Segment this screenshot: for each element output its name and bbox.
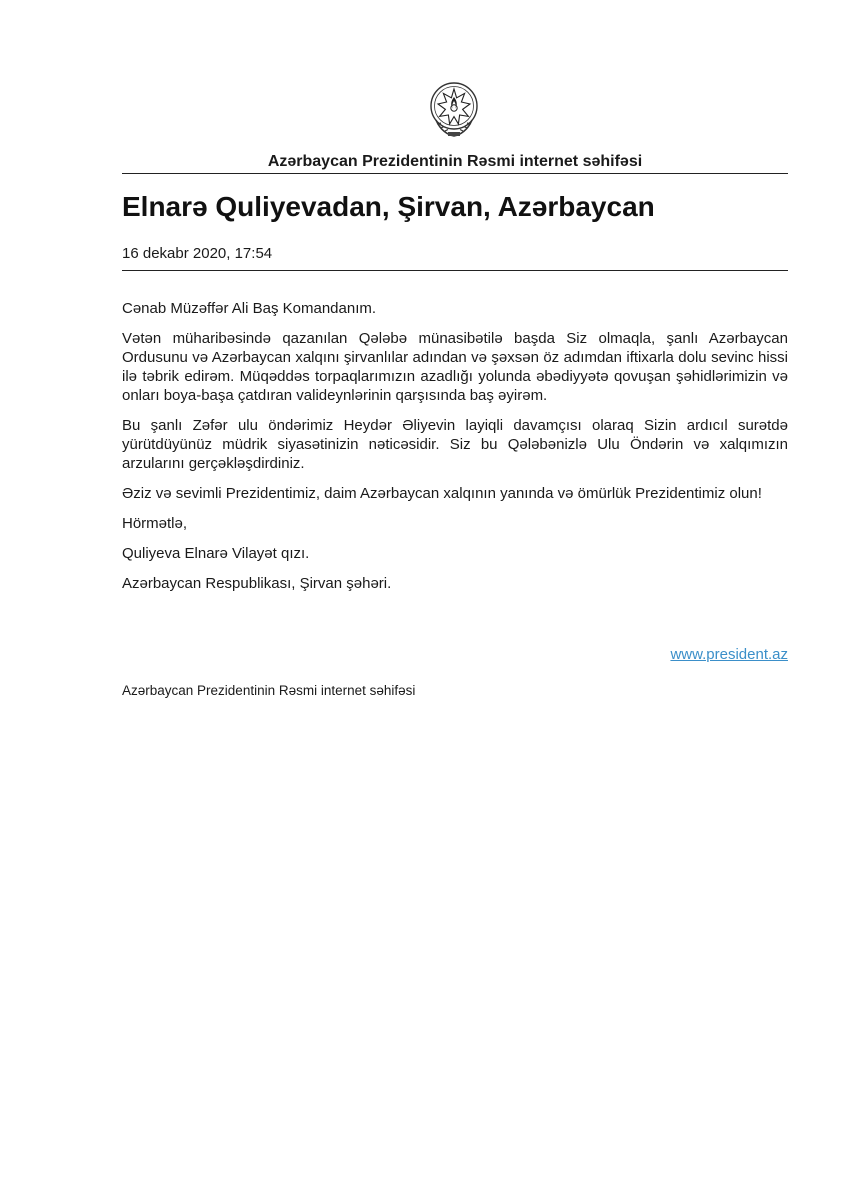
signature-location: Azərbaycan Respublikası, Şirvan şəhəri. (122, 575, 392, 592)
article-title: Elnarə Quliyevadan, Şirvan, Azərbaycan (122, 191, 655, 222)
article-date: 16 dekabr 2020, 17:54 (122, 245, 273, 262)
azerbaijan-state-emblem-icon (428, 80, 480, 140)
body-paragraph: Bu şanlı Zəfər ulu öndərimiz Heydər Əliyevin layiqli davamçısı olaraq Sizin ardıcıl surətdə yürütdüyünüz müdrik siyasətinizin nəticəsidir. Siz bu Qələbənizlə Ulu Öndərin və xalqımızın arzularını gerçəkləşdirdiniz. (122, 417, 788, 472)
footer-text: Azərbaycan Prezidentinin Rəsmi internet səhifəsi (122, 683, 416, 698)
body-paragraph: Əziz və sevimli Prezidentimiz, daim Azərbaycan xalqının yanında və ömürlük Prezidentimiz olun! (122, 485, 762, 502)
closing: Hörmətlə, (122, 515, 188, 532)
article-body (122, 299, 788, 604)
president-az-link[interactable]: www.president.az (670, 646, 788, 663)
site-title: Azərbaycan Prezidentinin Rəsmi internet səhifəsi (267, 153, 643, 170)
signature-name: Quliyeva Elnarə Vilayət qızı. (122, 545, 310, 562)
body-paragraph: Vətən müharibəsində qazanılan Qələbə münasibətilə başda Siz olmaqla, şanlı Azərbaycan Ordusunu və Azərbaycan xalqını şirvanlılar adından və şəxsən öz adımdan iftixarla dolu sevinc hissi ilə təbrik edirəm. Müqəddəs torpaqlarımızın azadlığı yolunda əbədiyyətə qovuşan şəhidlərimizin və onları boya-başa çatdıran valideynlərinin qarşısında baş əyirəm. (122, 330, 788, 404)
header-divider (122, 173, 788, 174)
title-divider (122, 270, 788, 271)
salutation: Cənab Müzəffər Ali Baş Komandanım. (122, 300, 377, 317)
